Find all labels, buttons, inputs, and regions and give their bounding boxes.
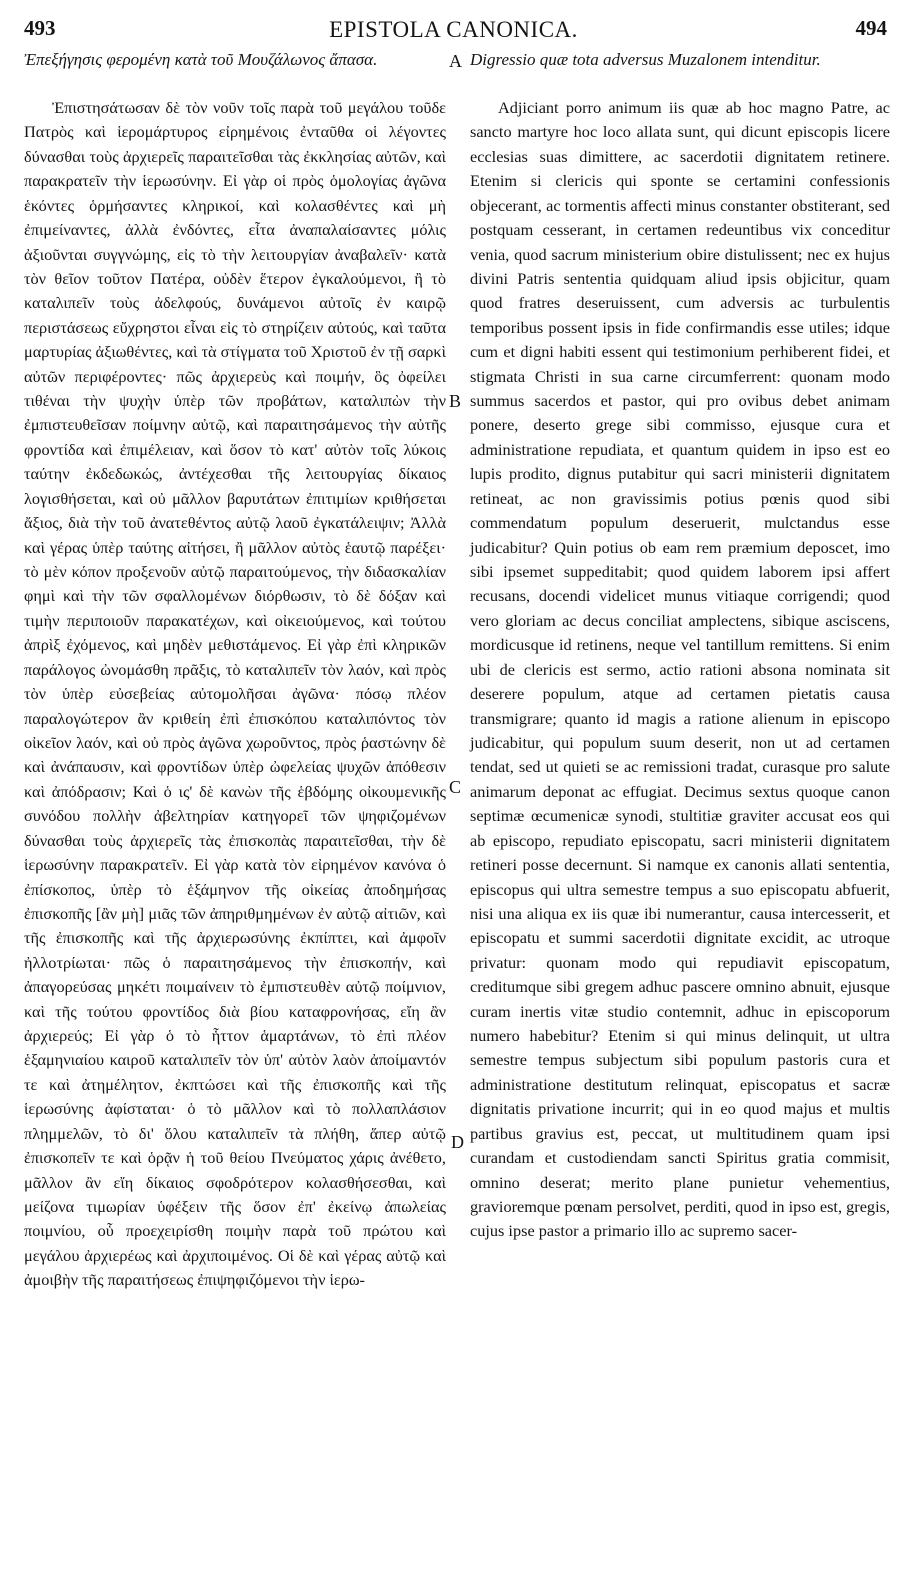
greek-paragraph: Ἐπιστησάτωσαν δὲ τὸν νοῦν τοῖς παρὰ τοῦ μεγάλου τοῦδε Πατρὸς καὶ ἱερομάρτυρος εἰρημένοις ἐνταῦθα οἱ λέγοντες δύνασθαι τοὺς ἀρχιερεῖς παραιτεῖσθαι τὰς ἐκκλησίας αὐτῶν, καὶ παρακρατεῖν τὴν ἱερωσύνην. Εἰ γὰρ οἱ πρὸς ὁμολογίας ἀγῶνα ἑκόντες ὁρμήσαντες κληρικοί, καὶ κολασθέντες καὶ μὴ ἐπιμείναντες, ἀλλὰ ἐνδόντες, εἶτα ἀναπαλαίσαντες μόλις ἀξιοῦνται συγγνώμης, εἰς τὸ τὴν λειτουργίαν ἀναβαλεῖν· κατὰ τὸν θεῖον τοῦτον Πατέρα, οὐδὲν ἕτερον ἐγκαλούμενοι, ἢ τὸ καταλιπεῖν τοὺς ἀδελφούς, δυνάμενοι αὐτοῖς ἐν καιρῷ περιστάσεως εὔχρηστοι εἶναι εἰς τὸ στηρίζειν αὐτούς, καὶ ταῦτα μαρτυρίας ἀξιωθέντες, καὶ τὰ στίγματα τοῦ Χριστοῦ ἐν τῇ σαρκὶ αὐτῶν περιφέροντες· πῶς ἀρχιερεὺς καὶ ποιμήν, ὃς ὀφείλει τιθέναι τὴν ψυχὴν ὑπὲρ τῶν προβάτων, καταλιπὼν τὴν ἐμπιστευθεῖσαν ποίμνην αὐτῷ, καὶ παραιτησάμενος τὴν αὐτῆς φροντίδα καὶ ἐπιμέλειαν, καὶ ὅσον τὸ κατ' αὐτὸν τοῖς λύκοις ταύτην ἐκδεδωκώς, ἀντέχεσθαι τῆς λειτουργίας δίκαιος λογισθήσεται, καὶ οὐ μᾶλλον βαρυτάτων ἐπιτιμίων κριθήσεται ἄξιος, διὰ τὴν τοῦ ἀνατεθέντος αὐτῷ λαοῦ ἐγκατάλειψιν; Ἀλλὰ καὶ γέρας ὑπὲρ ταύτης αἰτήσει, ἢ μᾶλλον αὐτὸς ἑαυτῷ παρέξει· τὸ μὲν κόπον προξενοῦν αὐτῷ παραιτούμενος, τὴν διδασκαλίαν φημὶ καὶ τὴν τῶν σφαλλομένων διόρθωσιν, τὸ δὲ δόξαν καὶ τιμὴν περιποιοῦν παρακατέχων, καὶ οἰκειούμενος, καὶ τούτου ἀπρὶξ ἐχόμενος, καὶ μηδὲν μεθιστάμενος. Εἰ γὰρ ἐπὶ κληρικῶν παράλογος ὠνομάσθη πρᾶξις, τὸ καταλιπεῖν τὸν λαόν, καὶ πρὸς τὸν ὑπὲρ εὐσεβείας αὐτομολῆσαι ἀγῶνα· πόσῳ πλέον παραλογώτερον ἂν κριθείη ἐπὶ ἐπισκόπου καταλιπόντος τὸν οἰκεῖον λαόν, καὶ οὐ πρὸς ἀγῶνα χωροῦντος, πρὸς ῥαστώνην δὲ καὶ ἀνάπαυσιν, καὶ φροντίδων ὑπὲρ ὠφελείας ψυχῶν ἀπόθεσιν καὶ ἀπόδρασιν; Καὶ ὁ ις' δὲ κανὼν τῆς ἑβδόμης οἰκουμενικῆς συνόδου πολλὴν ἀβελτηρίαν κατηγορεῖ τῶν ψηφιζομένων δύνασθαι τοὺς ἀρχιερεῖς τὰς ἐπισκοπὰς παραιτεῖσθαι, τὴν δὲ ἱερωσύνην παρακρατεῖν. Εἰ γὰρ κατὰ τὸν εἰρημένον κανόνα ὁ ἐπίσκοπος, ὑπὲρ τὸ ἑξάμηνον τῆς οἰκείας ἀποδημήσας ἐπισκοπῆς [ἂν μὴ] μιᾶς τῶν ἀπηριθμημένων ἐν αὐτῷ αἰτιῶν, καὶ τῆς ἐπισκοπῆς καὶ τῆς ἀρχιερωσύνης ἐκπίπτει, καὶ ἀμφοῖν ἠλλοτρίωται· πῶς ὁ παραιτησάμενος τὴν ἐπισκοπήν, καὶ ἀπαγορεύσας μηκέτι ποιμαίνειν τὸ ἐμπιστευθὲν αὐτῷ ποίμνιον, καὶ τῆς τούτου φροντίδος διὰ βίου καταφρονήσας, εἴη ἂν ἀρχιερεύς; Εἰ γὰρ ὁ τὸ ἧττον ἁμαρτάνων, τὸ ἐπὶ πλέον ἑξαμηνιαίου καιροῦ καταλιπεῖν τὸν ὑπ' αὐτὸν λαὸν ἀποίμαντόν τε καὶ ἀτημέλητον, ἐκπτώσει καὶ τῆς ἐπισκοπῆς καὶ τῆς ἱερωσύνης ἀφίσταται· ὁ τὸ μᾶλλον καὶ τὸ πολλαπλάσιον πλημμελῶν, τὸ δι' ὅλου καταλιπεῖν τὰ πλήθη, ἅπερ αὐτῷ ἐπισκοπεῖν τε καὶ ὁρᾷν ἡ τοῦ θείου Πνεύματος χάρις ἀνέθετο, μᾶλλον ἂν εἴη δίκαιος σφοδρότερον κολασθήσεσθαι, καὶ μείζονα τιμωρίαν ὑφέξειν τῆς ὅσον ἐπ' ἐκείνῳ ἀπωλείας ποιμνίου, οὗ προεχειρίσθη ποιμὴν παρὰ τοῦ πρώτου καὶ μεγάλου ἀρχιερέως καὶ ἀρχιποιμένος. Οἱ δὲ καὶ γέρας αὐτῷ καὶ ἀμοιβὴν τῆς παραιτήσεως ἐπιψηφιζόμενοι τὴν ἱερω- [24,98,446,1290]
greek-text-column [24,96,446,1293]
margin-marker-c: C [449,777,462,797]
margin-marker-b: B [449,391,462,411]
latin-paragraph: Adjiciant porro animum iis quæ ab hoc magno Patre, ac sancto martyre hoc loco allata sunt, qui dicunt episcopis licere ecclesias suas dimittere, ac sacerdotii dignitatem retinere. Etenim si clericis qui sponte se certamini confessionis objecerant, ac tormentis affecti minus constanter obstiterant, sed postquam cesserant, in certamen redeuntibus vix conceditur venia, quod sacrum ministerium obire distulissent; nec ex hujus divini Patris sententia quidquam aliud ipsis objicitur, quam quod fratres deseruissent, cum adversis ac turbulentis temporibus possent ipsis in fide confirmandis esse utiles; idque cum et digni habiti essent qui testimonium perhiberent fidei, et stigmata Christi in sua carne circumferrent: quonam modo summus sacerdos et pastor, qui pro ovibus debet animam ponere, deserto grege sibi commisso, ejusque cura et administratione repudiata, et quantum quidem in ipso est eo lupis prodito, dignus putabitur qui sacri ministerii dignitatem retineat, ac non gravissimis potius pœnis quod sibi commendatum populum deseruerit, mulctandus esse judicabitur? Quin potius ob eam rem præmium deposcet, imo sibi ipsemet suppeditabit; quod quidem laborem ipsi affert recusans, docendi videlicet munus vitiaque corrigendi; quod vero gloriam ac decus conciliat amplectens, sibique asciscens, mordicusque id retinens, neque vel tantillum remittens. Si enim ubi de clericis est sermo, actio rationi absona nominata sit deserere populum, atque ad certamen pietatis causa transmigrare; quanto id magis a ratione alienum in episcopo judicabitur, qui populum suum deserit, non ut ad certamen tendat, sed ut quieti se ac remissioni tradat, curasque pro salute animarum deponat ac effugiat. Decimus sextus quoque canon septimæ œcumenicæ synodi, stultitiæ graviter accusat eos qui ab episcopo, repudiato episcopatu, sacri ministerii dignitatem retineri posse decernunt. Si namque ex canonis allati sententia, episcopus qui ultra semestre tempus a suo episcopatu abfuerit, nisi una aliqua ex iis quæ ibi numerantur, causa intercesserit, et episcopatu et summi sacerdotii dignitate excidit, ac utroque privatur: quonam modo qui repudiavit episcopatum, creditumque sibi gregem adhuc pascere omnino abnuit, ejusque curam inertis vitæ studio contemnit, adhuc in episcoporum numero habebitur? Etenim si qui minus delinquit, ut ultra semestre tempus subjectum sibi populum pastoris cura et administratione destitutum relinquat, episcopatus et sacræ dignitatis privatione incurrit; qui in eo quod majus et multis partibus gravius est, peccat, ut multitudinem quam ipsi curandam et custodiendam sancti Spiritus gratia commisit, omnino deserat; merito plane punietur vehementius, gravioremque pœnam persolvet, perditi, quod in ipso est, gregis, cujus ipse pastor a primario illo ac supremo sacer- [470,98,890,1241]
running-title: EPISTOLA CANONICA. [329,17,578,42]
margin-marker-d: D [451,1132,464,1152]
margin-marker-a: A [449,51,462,71]
page-number-right: 494 [855,16,887,40]
greek-column-heading: Ἐπεξήγησις φερομένη κατὰ τοῦ Μουζάλωνος ἄπασα. [24,50,378,69]
running-head [0,14,907,44]
latin-text-column [470,96,890,1244]
latin-column-heading: Digressio quæ tota adversus Muzalonem intenditur. [470,50,821,69]
page-number-left: 493 [24,16,56,40]
